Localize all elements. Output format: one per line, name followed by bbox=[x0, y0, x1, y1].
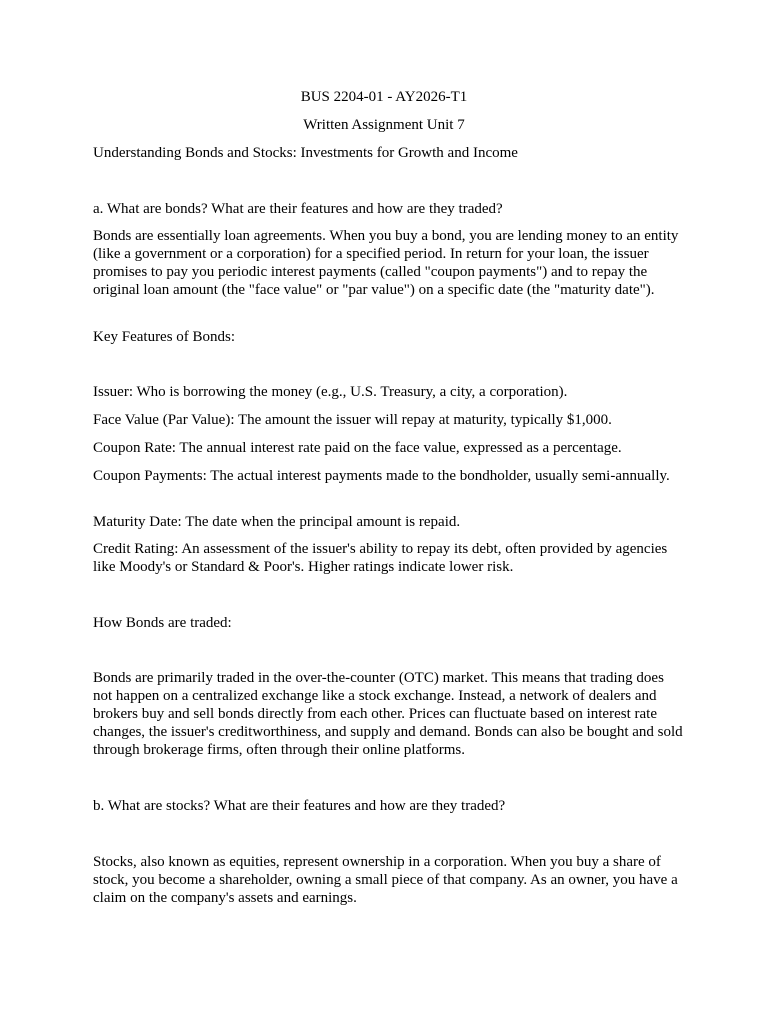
bond-feature-issuer: Issuer: Who is borrowing the money (e.g., U.S. Treasury, a city, a corporation). bbox=[93, 384, 568, 400]
bond-feature-credit-rating: Credit Rating: An assessment of the issuer's ability to repay its debt, often provided by agencies like Moody's or Standard & Poor's. Higher ratings indicate lower risk. bbox=[93, 541, 668, 575]
stocks-question: b. What are stocks? What are their features and how are they traded? bbox=[93, 798, 506, 814]
bond-feature-maturity-date: Maturity Date: The date when the principal amount is repaid. bbox=[93, 514, 461, 530]
course-code: BUS 2204-01 - AY2026-T1 bbox=[300, 89, 468, 105]
bonds-traded-text: Bonds are primarily traded in the over-the-counter (OTC) market. This means that trading does not happen on a centralized exchange like a stock exchange. Instead, a network of dealers and brokers buy and sell bonds directly from each other. Prices can fluctuate based on interest rate changes, the issuer's creditworthiness, and supply and demand. Bonds can also be bought and sold through brokerage firms, often through their online platforms. bbox=[93, 670, 683, 758]
bond-feature-coupon-payments: Coupon Payments: The actual interest payments made to the bondholder, usually semi-annually. bbox=[93, 468, 670, 484]
bonds-traded-heading: How Bonds are traded: bbox=[93, 615, 232, 631]
bond-feature-coupon-rate: Coupon Rate: The annual interest rate paid on the face value, expressed as a percentage. bbox=[93, 440, 622, 456]
bonds-features-heading: Key Features of Bonds: bbox=[93, 329, 236, 345]
stocks-intro: Stocks, also known as equities, represent ownership in a corporation. When you buy a share of stock, you become a shareholder, owning a small piece of that company. As an owner, you have a claim on the company's assets and earnings. bbox=[93, 854, 678, 906]
bonds-question: a. What are bonds? What are their features and how are they traded? bbox=[93, 201, 503, 217]
bonds-intro: Bonds are essentially loan agreements. When you buy a bond, you are lending money to an entity (like a government or a corporation) for a specified period. In return for your loan, the issuer promises to pay you periodic interest payments (called "coupon payments") and to repay the original loan amount (the "face value" or "par value") on a specific date (the "maturity date"). bbox=[93, 228, 679, 298]
document-title: Understanding Bonds and Stocks: Investments for Growth and Income bbox=[93, 145, 518, 161]
assignment-title: Written Assignment Unit 7 bbox=[303, 117, 465, 133]
bond-feature-face-value: Face Value (Par Value): The amount the issuer will repay at maturity, typically $1,000. bbox=[93, 412, 612, 428]
